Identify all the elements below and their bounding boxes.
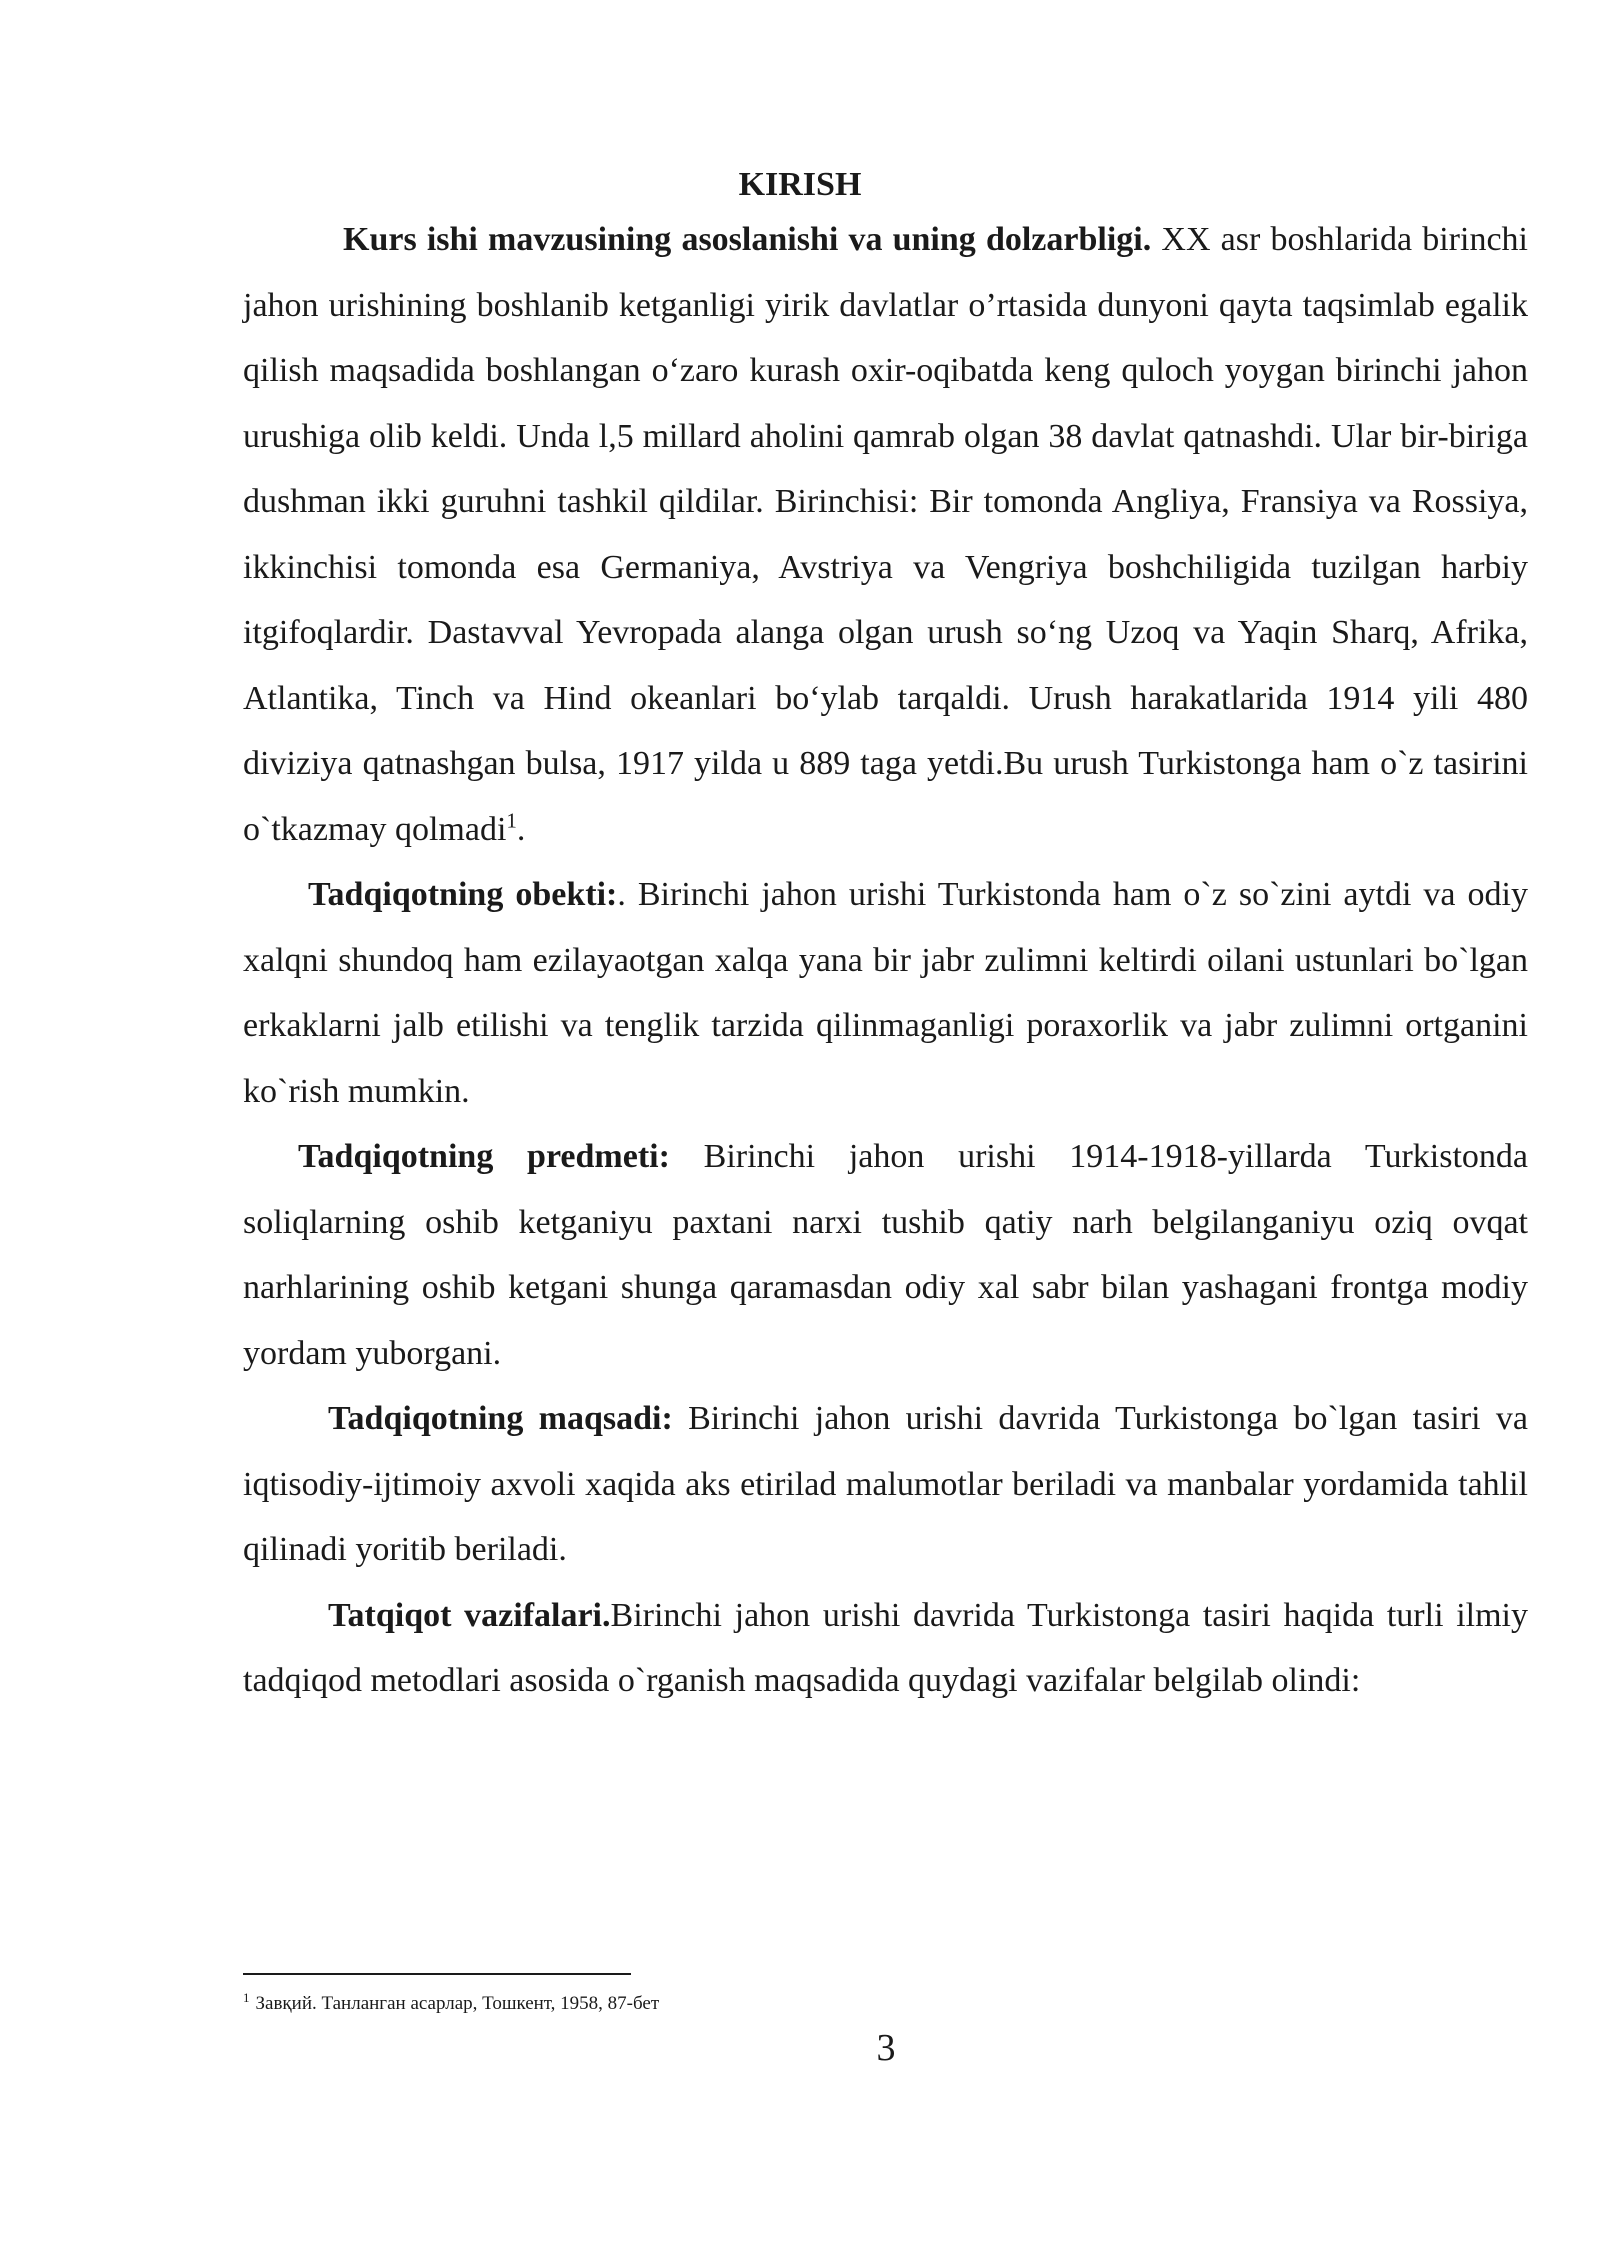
section-title: KIRISH <box>738 166 862 203</box>
paragraph-object <box>243 862 1528 1124</box>
footnote-divider <box>243 1973 631 1975</box>
paragraph-text: Birinchi jahon urishi davrida Turkistonga tasiri haqida turli ilmiy tadqiqod metodlari asosida o`rganish maqsadida quydagi vazifalar belgilab olindi: <box>243 1596 1529 1699</box>
paragraph-subject <box>243 1124 1528 1386</box>
paragraph-relevance <box>243 207 1528 862</box>
paragraph-text: Birinchi jahon urishi 1914-1918-yillarda Turkistonda soliqlarning oshib ketganiyu paxtani narxi tushib qatiy narh belgilanganiyu oziq ovqat narhlarining oshib ketgani shunga qaramasdan odiy xal sabr bilan yashagani frontga modiy yordam yuborgani. <box>243 1138 1528 1372</box>
paragraph-heading: Tadqiqotning predmeti: <box>298 1138 670 1175</box>
paragraph-text: Birinchi jahon urishi davrida Turkistonga bo`lgan tasiri va iqtisodiy-ijtimoiy axvoli xaqida aks etirilad malumotlar beriladi va manbalar yordamida tahlil qilinadi yoritib beriladi. <box>243 1400 1528 1568</box>
paragraph-goal <box>243 1386 1528 1583</box>
paragraph-heading: Tatqiqot vazifalari. <box>328 1596 611 1634</box>
paragraph-heading: Tadqiqotning obekti: <box>308 876 618 913</box>
footnote-text: Завқий. Танланган асарлар, Тошкент, 1958, 87-бет <box>255 1993 660 2014</box>
paragraph-text: XX asr boshlarida birinchi jahon urishining boshlanib ketganligi yirik davlatlar o’rtasida dunyoni qayta taqsimlab egalik qilish maqsadida boshlangan o‘zaro kurash oxir-oqibatda keng quloch yoygan birinchi jahon urushiga olib keldi. Unda l,5 millard aholini qamrab olgan 38 davlat qatnashdi. Ular bir-biriga dushman ikki guruhni tashkil qildilar. Birinchisi: Bir tomonda Angliya, Fransiya va Rossiya, ikkinchisi tomonda esa Germaniya, Avstriya va Vengriya boshchiligida tuzilgan harbiy itgifoqlardir. Dastavval Yevropada alanga olgan urush so‘ng Uzoq va Yaqin Sharq, Afrika, Atlantika, Tinch va Hind okeanlari bo‘ylab tarqaldi. Urush harakatlarida 1914 yili 480 diviziya qatnashgan bulsa, 1917 yilda u 889 taga yetdi.Bu urush Turkistonga ham o`z tasirini o`tkazmay qolmadi <box>243 221 1528 848</box>
body-text <box>243 207 1528 1714</box>
paragraph-heading: Kurs ishi mavzusining asoslanishi va uning dolzarbligi. <box>343 221 1152 258</box>
footnote <box>243 1989 660 2016</box>
paragraph-text: . Birinchi jahon urishi Turkistonda ham o`z so`zini aytdi va odiy xalqni shundoq ham ezilayaotgan xalqa yana bir jabr zulimni keltirdi oilani ustunlari bo`lgan erkaklarni jalb etilishi va tenglik tarzida qilinmaganligi poraxorlik va jabr zulimni ortganini ko`rish mumkin. <box>243 876 1528 1110</box>
paragraph-heading: Tadqiqotning maqsadi: <box>328 1400 673 1437</box>
footnote-reference: 1 <box>506 808 517 833</box>
paragraph-tasks <box>243 1583 1528 1714</box>
page-number: 3 <box>876 2027 896 2069</box>
paragraph-text-end: . <box>516 810 526 848</box>
footnote-mark: 1 <box>243 1989 250 2005</box>
